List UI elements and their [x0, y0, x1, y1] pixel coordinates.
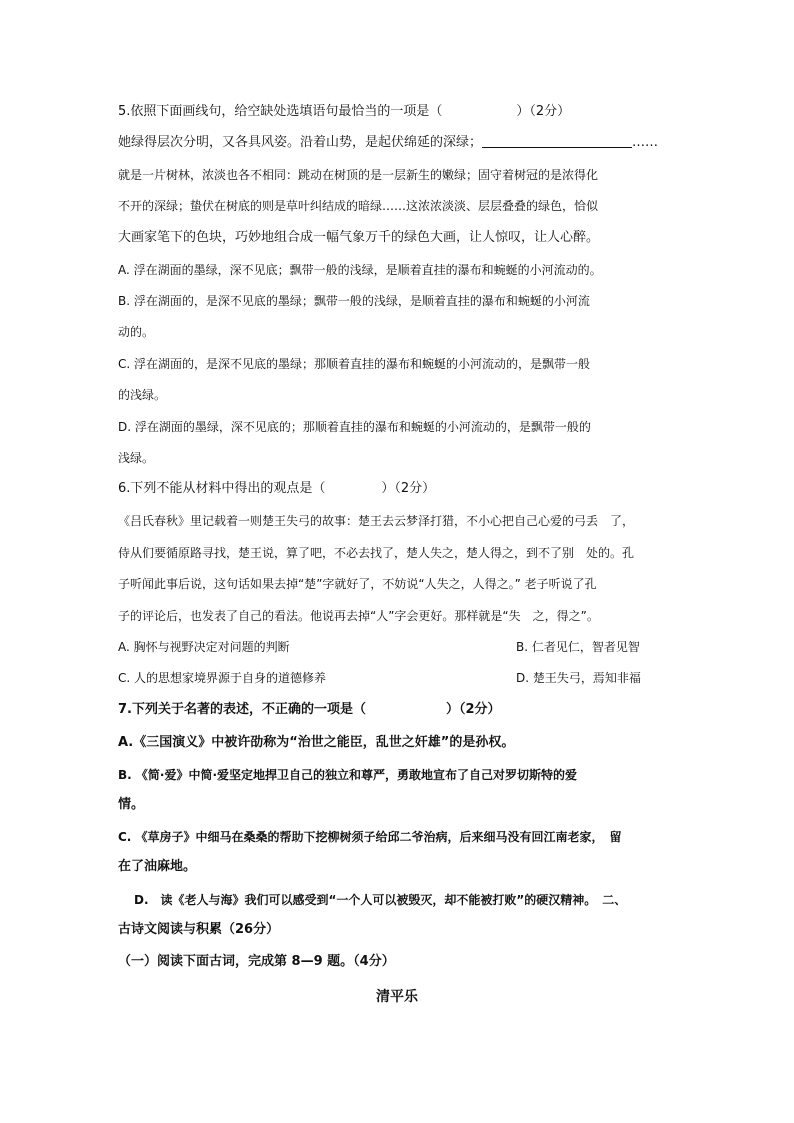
q7-stem — [118, 700, 501, 720]
q5-answer-blank — [482, 133, 632, 148]
q5-ellipsis: …… — [632, 135, 659, 150]
q5-option-d-line-1: D. 浮在湖面的墨绿，深不见底的；那顺着直挂的瀑布和蜿蜒的小河流动的，是飘带一般的 — [118, 420, 591, 434]
q5-stem — [118, 102, 570, 122]
q7-option-c-line-1: C. 《草房子》中细马在桑桑的帮助下挖柳树须子给邱二爷治病，后来细马没有回江南老家， 留 — [118, 830, 622, 844]
q5-passage-line-1 — [118, 133, 658, 153]
q7-stem-post: ）（2分） — [445, 702, 501, 717]
q5-option-b-line-1: B. 浮在湖面的，是深不见底的墨绿；飘带一般的浅绿，是顺着直挂的瀑布和蜿蜒的小河流 — [118, 294, 590, 308]
q6-passage-line-2: 侍从们要循原路寻找，楚王说，算了吧，不必去找了，楚人失之，楚人得之，到不了别 处的。孔 — [118, 546, 635, 560]
q7-option-a: A.《三国演义》中被许劭称为“治世之能臣，乱世之奸雄”的是孙权。 — [118, 735, 515, 750]
section-2-heading: 古诗文阅读与积累（26分） — [118, 922, 280, 937]
q5-option-a: A. 浮在湖面的墨绿，深不见底；飘带一般的浅绿，是顺着直挂的瀑布和蜿蜒的小河流动的。 — [118, 263, 602, 277]
q5-stem-post: ）（2分） — [516, 104, 571, 119]
q6-option-b: B. 仁者见仁，智者见智 — [516, 640, 640, 654]
q6-passage-line-3: 子听闻此事后说，这句话如果去掉“楚”字就好了，不妨说“人失之，人得之。” 老子听说了孔 — [118, 577, 597, 591]
q6-stem-pre: 6.下列不能从材料中得出的观点是（ — [118, 481, 326, 496]
q6-option-c: C. 人的思想家境界源于自身的道德修养 — [118, 671, 327, 685]
q5-option-c-line-1: C. 浮在湖面的，是深不见底的墨绿；那顺着直挂的瀑布和蜿蜒的小河流动的，是飘带一般 — [118, 357, 591, 371]
q7-option-d: D. 读《老人与海》我们可以感受到“一个人可以被毁灭，却不能被打败”的硬汉精神。 二、 — [134, 893, 627, 907]
q6-options-row-2 — [118, 668, 641, 688]
q6-passage-line-1: 《吕氏春秋》里记载着一则楚王失弓的故事：楚王去云梦泽打猎，不小心把自己心爱的弓丢 了， — [118, 514, 635, 528]
q5-passage-line-2: 就是一片树林，浓淡也各不相同：跳动在树顶的是一层新生的嫩绿；固守着树冠的是浓得化 — [118, 168, 599, 182]
q5-option-d-line-2: 浅绿。 — [118, 451, 155, 465]
q5-passage-text: 她绿得层次分明，又各具风姿。沿着山势，是起伏绵延的深绿； — [118, 135, 483, 150]
q5-option-b-line-2: 动的。 — [118, 325, 155, 339]
q6-passage-line-4: 子的评论后，也发表了自己的看法。他说再去掉“人”字会更好。那样就是“失 之，得之”。 — [118, 609, 599, 623]
q7-option-c-line-2: 在了油麻地。 — [118, 859, 197, 874]
poem-title: 清平乐 — [376, 989, 418, 1005]
q6-option-d: D. 楚王失弓，焉知非福 — [516, 671, 641, 685]
q7-option-b-line-1: B. 《简·爱》中简·爱坚定地捍卫自己的独立和尊严，勇敢地宣布了自己对罗切斯特的爱 — [118, 768, 578, 782]
q5-option-c-line-2: 的浅绿。 — [118, 388, 167, 402]
q7-stem-pre: 7.下列关于名著的表述，不正确的一项是（ — [118, 702, 366, 717]
q6-stem — [118, 479, 435, 499]
q5-stem-pre: 5.依照下面画线句，给空缺处选填语句最恰当的一项是（ — [118, 104, 443, 119]
q5-passage-line-4: 大画家笔下的色块，巧妙地组合成一幅气象万千的绿色大画，让人惊叹，让人心醉。 — [118, 230, 600, 245]
section-2-subheading: （一）阅读下面古词，完成第 8—9 题。（4分） — [118, 954, 395, 969]
q6-stem-post: ）（2分） — [381, 481, 436, 496]
q7-option-b-line-2: 情。 — [118, 797, 145, 812]
q6-option-a: A. 胸怀与视野决定对问题的判断 — [118, 640, 290, 654]
q6-options-row-1 — [118, 637, 640, 657]
q5-passage-line-3: 不开的深绿；蛰伏在树底的则是草叶纠结成的暗绿……这浓浓淡淡、层层叠叠的绿色，恰似 — [118, 199, 599, 213]
